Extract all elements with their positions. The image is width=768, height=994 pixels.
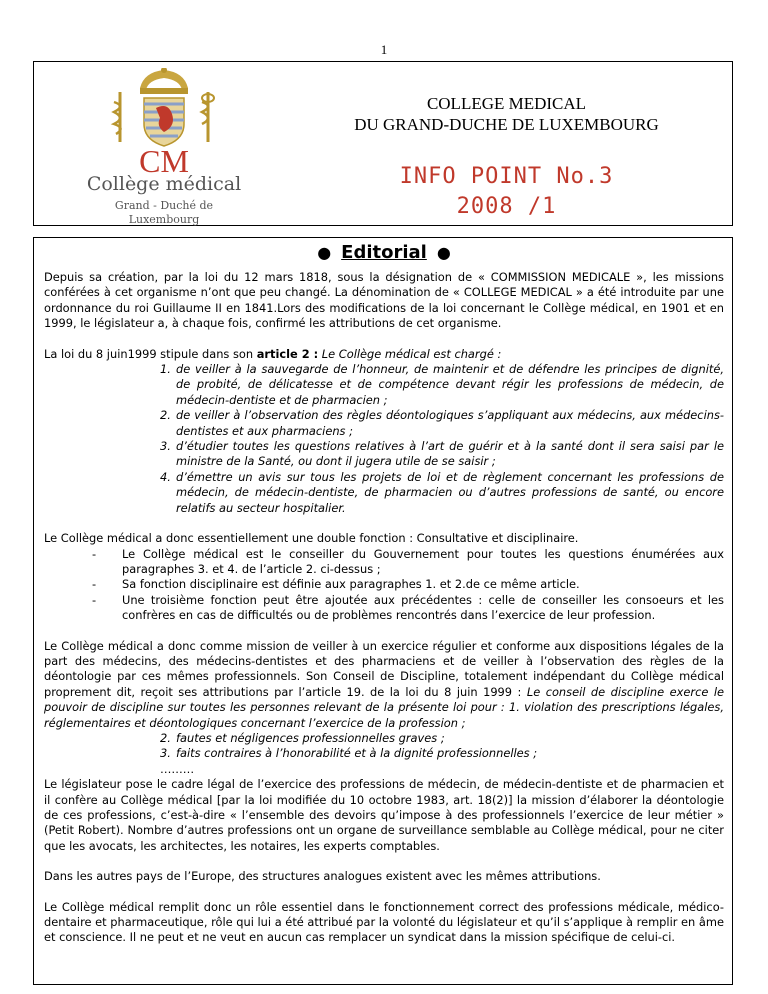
issue-title xyxy=(324,162,689,222)
bullet-icon: ● xyxy=(317,243,332,262)
list-item: 2. de veiller à l’observation des règles déontologiques s’appliquant aux médecins, aux médecins-dentistes et aux pharmaciens ; xyxy=(160,408,724,438)
list-item: - Le Collège médical est le conseiller du Gouvernement pour toutes les questions énumérées aux paragraphes 3. et 4. de l’article 2. ci-dessus ; xyxy=(92,546,724,576)
editorial-body xyxy=(44,270,724,961)
article2-intro-text: La loi du 8 juin1999 stipule dans son xyxy=(44,346,257,361)
logo-subtitle-line2: Luxembourg xyxy=(128,213,200,226)
logo-title: Collège médical xyxy=(86,173,242,195)
ellipsis: ……… xyxy=(160,761,195,776)
paragraph-conclusion: Le Collège médical remplit donc un rôle essentiel dans le fonctionnement correct des professions médicale, médico-dentaire et pharmaceutique, rôle qui lui a été attribué par la volonté du législateur et qu’il s’applique à remplir en âme et conscience. Il ne peut et ne veut en aucun cas remplacer un syndicat dans la mission spécifique de celui-ci. xyxy=(44,899,724,945)
content-box xyxy=(33,237,733,985)
discipline-list xyxy=(44,731,724,762)
issue-line1: INFO POINT No.3 xyxy=(399,164,614,189)
org-name-line2: DU GRAND-DUCHE DE LUXEMBOURG xyxy=(354,115,659,134)
bullet-icon: ● xyxy=(436,243,451,262)
header-box xyxy=(33,61,733,226)
issue-line2: 2008 /1 xyxy=(456,194,557,219)
discipline-quote: Le conseil de discipline exerce le pouvoir de discipline sur toutes les personnes relevant de la présente loi pour : 1. violation des prescriptions légales, réglementaires et déontologiques concernant l’exercice de la profession ; xyxy=(44,684,724,730)
paragraph-article2-intro xyxy=(44,347,724,362)
coat-of-arms-icon xyxy=(106,68,222,176)
paragraph-mission xyxy=(44,639,724,731)
mission-text: Le Collège médical a donc comme mission de veiller à un exercice régulier et conforme aux dispositions légales de la part des médecins, des médecins-dentistes et des pharmaciens et de veiller à l’observation des règles de la déontologie par ces mêmes professionnels. Son Conseil de Discipline, totalement indépendant du Collège médical proprement dit, reçoit ses attributions par l’article 19. de la loi du 8 juin 1999 : xyxy=(44,638,724,699)
list-item: 4. d’émettre un avis sur tous les projets de loi et de règlement concernant les professions de médecin, de médecin-dentiste, de pharmacien ou d’autres professions de santé, ou encore relatifs au secteur hospitalier. xyxy=(160,469,724,515)
editorial-title: Editorial xyxy=(341,242,427,263)
paragraph-legislator: Le législateur pose le cadre légal de l’exercice des professions de médecin, de médecin-dentiste et de pharmacien et il confère au Collège médical [par la loi modifiée du 10 octobre 1983, art. 18(2)] la mission d’élaborer la déontologie de ces professions, c’est-à-dire « l’ensemble des devoirs qu’impose à des professionnels l’exercice de leur métier » (Petit Robert). Nombre d’autres professions ont un organe de surveillance semblable au Collège médical, pour ne citer que les avocats, les architectes, les notaires, les experts comptables. xyxy=(44,777,724,853)
org-name-line1: COLLEGE MEDICAL xyxy=(426,94,587,113)
list-item: - Sa fonction disciplinaire est définie aux paragraphes 1. et 2.de ce même article. xyxy=(92,577,580,592)
logo-subtitle-line1: Grand - Duché de xyxy=(114,199,214,212)
list-item: 1. de veiller à la sauvegarde de l’honneur, de maintenir et de défendre les principes de dignité, de probité, de délicatesse et de compétence devant régir les professions de médecin, de médecin-dentiste et de pharmacien ; xyxy=(160,362,724,407)
page-number: 1 xyxy=(380,42,388,57)
list-item: 3. d’étudier toutes les questions relatives à l’art de guérir et à la santé dont il sera saisi par le ministre de la Santé, ou dont il jugera utile de se saisir ; xyxy=(160,439,724,469)
paragraph-double-function: Le Collège médical a donc essentiellement une double fonction : Consultative et disciplinaire. xyxy=(44,531,579,546)
list-item: 2. fautes et négligences professionnelles graves ; xyxy=(160,730,445,745)
paragraph-europe: Dans les autres pays de l’Europe, des structures analogues existent avec les mêmes attributions. xyxy=(44,869,601,884)
list-item: 3. faits contraires à l’honorabilité et à la dignité professionnelles ; xyxy=(160,746,538,761)
paragraph-history: Depuis sa création, par la loi du 12 mars 1818, sous la désignation de « COMMISSION MEDICALE », les missions conférées à cet organisme n’ont que peu changé. La dénomination de « COLLEGE MEDICAL » a été introduite par une ordonnance du roi Guillaume II en 1841.Lors des modifications de la loi concernant le Collège médical, en 1901 et en 1999, le législateur a, à chaque fois, confirmé les attributions de cet organisme. xyxy=(44,270,724,331)
logo-subtitle xyxy=(84,199,244,227)
list-item: - Une troisième fonction peut être ajoutée aux précédentes : celle de conseiller les consoeurs et les confrères en cas de difficultés ou de problèmes rencontrés dans l’exercice de leur profession. xyxy=(92,592,724,623)
article2-label: article 2 : xyxy=(256,346,319,361)
college-logo xyxy=(84,68,244,226)
editorial-heading xyxy=(34,242,734,263)
function-list xyxy=(44,547,724,624)
monogram: CM xyxy=(139,143,189,176)
article2-list xyxy=(44,362,724,516)
article2-lead: Le Collège médical est chargé : xyxy=(318,346,502,361)
organization-name xyxy=(324,93,689,135)
